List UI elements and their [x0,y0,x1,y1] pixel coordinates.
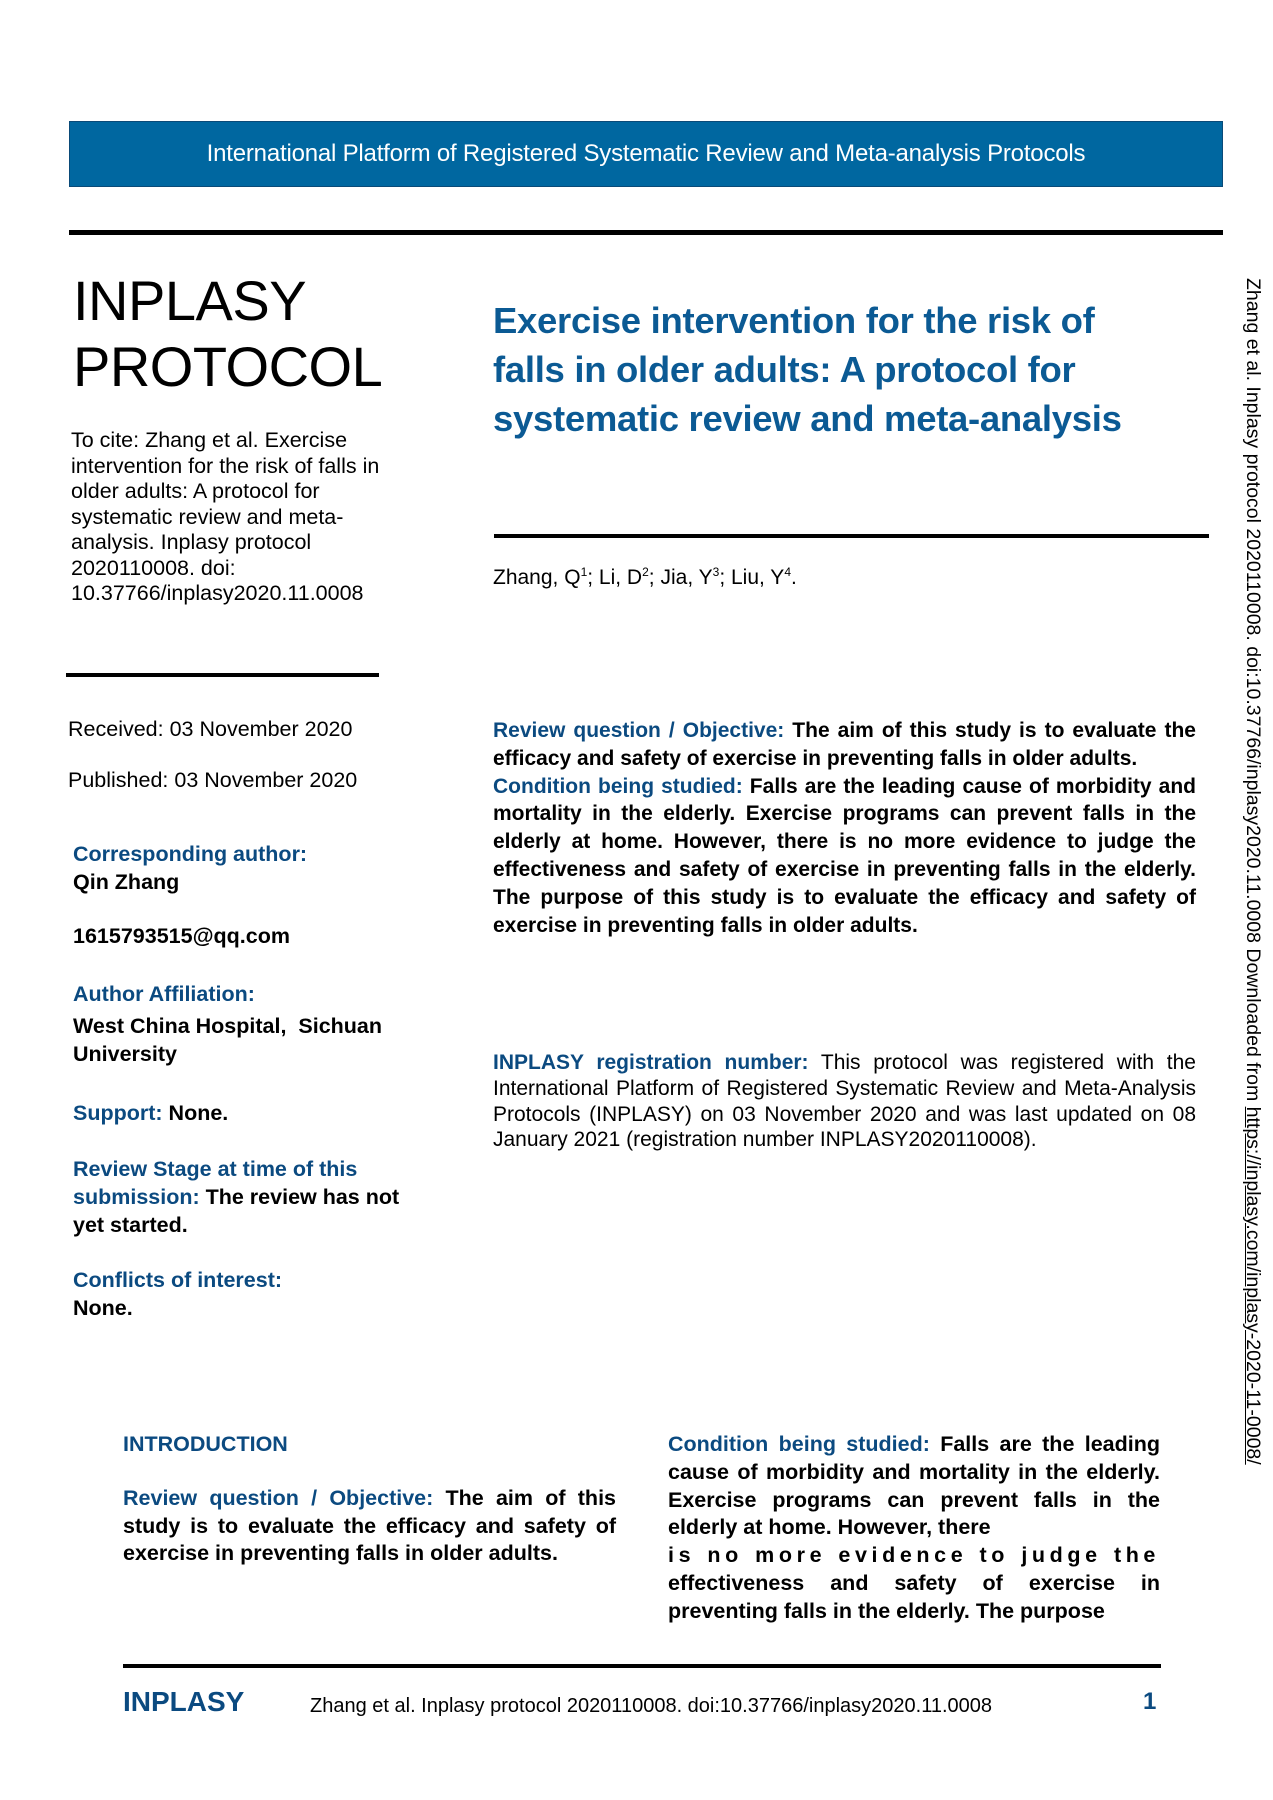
intro-condition-label: Condition being studied: [668,1432,930,1456]
side-note-text: Zhang et al. Inplasy protocol 2020110008. doi:10.37766/inplasy2020.11.0008 Downloaded from [1242,278,1264,1107]
review-stage [73,1155,403,1239]
published-date: Published: 03 November 2020 [68,768,358,792]
footer-citation: Zhang et al. Inplasy protocol 2020110008. doi:10.37766/inplasy2020.11.0008 [310,1695,993,1717]
author: Li, $D^2$; [598,565,661,589]
objective-label: Review question / Objective: [493,719,785,742]
affiliation-line-1: West China Hospital, Sichuan [73,1014,383,1038]
condition-text: Falls are the leading cause of morbidity and mortality in the elderly. Exercise programs can prevent falls in the elderly at home. However, there is no more evidence to judge the effectiveness and safety of exercise in preventing falls in the elderly. The purpose of this study is to evaluate the efficacy and safety of exercise in preventing falls in older adults. [493,774,1196,937]
banner-text: International Platform of Registered Systematic Review and Meta-analysis Protocols [206,140,1086,167]
footer-logo: INPLASY [123,1686,245,1717]
abstract-block [493,717,1196,939]
footer-rule [123,1664,1161,1668]
article-title: Exercise intervention for the risk of falls in older adults: A protocol for systematic review and meta-analysis [493,300,1122,439]
top-rule [69,230,1223,235]
conflicts-label: Conflicts of interest: [73,1268,283,1292]
intro-condition-text-a: Falls are the leading cause of morbidity and mortality in the elderly. Exercise programs can prevent falls in the elderly at home. However, there [668,1432,1160,1540]
corresponding-name: Qin Zhang [73,870,180,894]
citation-text: To cite: Zhang et al. Exercise intervention for the risk of falls in older adults: A protocol for systematic review and meta-analysis. Inplasy protocol 2020110008. doi: 10.37766/inplasy2020.11.0008 [71,428,380,605]
registration-label: INPLASY registration number: [493,1051,809,1074]
conflicts-value: None. [73,1296,133,1320]
heading-line-1: INPLASY [73,269,307,332]
author-list [493,565,797,590]
protocol-heading [73,268,382,400]
corresponding-author [73,840,433,896]
condition-label: Condition being studied: [493,774,743,798]
introduction-heading: INTRODUCTION [123,1432,288,1456]
intro-objective-label: Review question / Objective: [123,1485,434,1510]
platform-banner [69,121,1223,187]
title-rule [494,534,1209,538]
stage-value: The review has not yet started. [73,1185,400,1237]
author: Liu, $Y^4$. [730,565,797,589]
cite-rule [66,673,379,677]
stage-label: Review Stage at time of this submission: [73,1157,358,1209]
registration-block [493,1050,1196,1153]
support-label: Support: [73,1101,163,1125]
author-affiliation [73,980,433,1068]
received-date: Received: 03 November 2020 [68,717,353,741]
intro-objective-text: The aim of this study is to evaluate the efficacy and safety of exercise in preventing falls in older adults. [123,1485,616,1566]
page-number: 1 [1143,1688,1157,1715]
objective-text: The aim of this study is to evaluate the efficacy and safety of exercise in preventing falls in older adults. [493,719,1196,770]
introduction-right [668,1431,1160,1626]
corresponding-label: Corresponding author: [73,842,308,866]
affiliation-label: Author Affiliation: [73,982,255,1006]
author: Jia, $Y^3$; [660,565,731,589]
side-download-note [1241,278,1264,1465]
intro-condition-text-c: effectiveness and safety of exercise in preventing falls in the elderly. The purpose [668,1570,1160,1623]
registration-text: This protocol was registered with the International Platform of Registered Systematic Review and Meta-Analysis Protocols (INPLASY) on 03 November 2020 and was last updated on 08 January 2021 (registration number INPLASY2020110008). [493,1051,1196,1152]
conflicts [73,1266,433,1322]
support-value: None. [162,1101,229,1125]
intro-objective [123,1485,616,1568]
introduction-left [123,1431,616,1568]
abstract-condition [493,773,1196,940]
support [73,1099,433,1127]
author-email: 1615793515@qq.com [73,924,290,948]
author: Zhang, $Q^1$; [493,565,599,589]
heading-line-2: PROTOCOL [73,335,383,398]
affiliation-line-2: University [73,1042,177,1066]
abstract-objective [493,717,1196,773]
download-link[interactable]: https://inplasy.com/inplasy-2020-11-0008/ [1242,1106,1264,1465]
intro-condition-text-b: is no more evidence to judge the [668,1543,1160,1568]
